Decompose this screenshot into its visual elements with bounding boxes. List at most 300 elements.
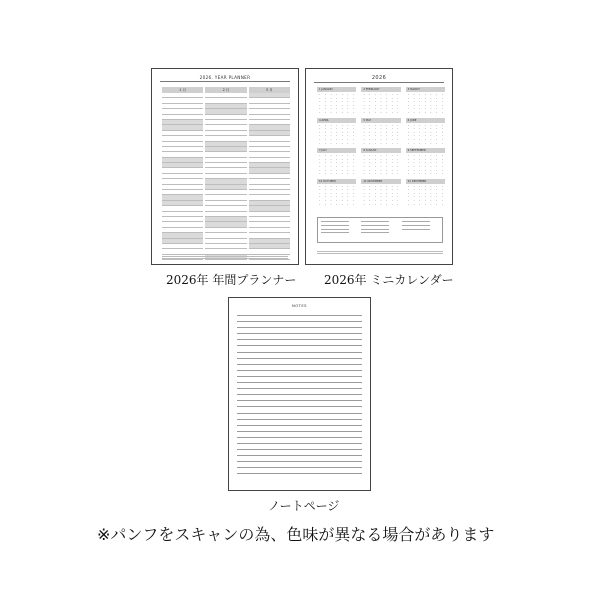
day-cell: ·: [380, 93, 382, 96]
day-cell: ·: [324, 103, 326, 107]
day-cell: ·: [353, 130, 354, 134]
day-cell: ·: [436, 184, 437, 188]
day-cell: ·: [374, 141, 376, 145]
day-cell: ·: [330, 134, 332, 138]
day-cell: ·: [386, 137, 388, 141]
ruled-line: [237, 473, 362, 474]
day-cell: ·: [397, 157, 399, 161]
day-cell: ·: [436, 154, 437, 158]
day-cell: ·: [374, 172, 376, 176]
day-cell: ·: [363, 184, 365, 188]
day-cell: ·: [319, 123, 321, 127]
day-cell: ·: [424, 130, 426, 134]
day-cell: ·: [386, 127, 388, 131]
day-cell: ·: [363, 164, 365, 168]
day-cell: ·: [324, 141, 326, 145]
day-cell: ·: [430, 134, 432, 138]
day-cell: ·: [436, 137, 437, 141]
day-cell: ·: [430, 141, 432, 145]
day-cell: ·: [441, 168, 443, 172]
day-cell: ·: [397, 195, 399, 199]
day-cell: ·: [336, 195, 338, 199]
month-block: [361, 179, 400, 207]
day-cell: ·: [386, 103, 388, 107]
day-cell: ·: [353, 161, 354, 165]
day-cell: ·: [330, 172, 332, 176]
day-cell: ·: [380, 107, 382, 111]
day-cell: ·: [363, 127, 365, 131]
day-cell: ·: [363, 107, 365, 111]
day-cell: ·: [363, 188, 365, 192]
month-block: [406, 118, 445, 146]
day-cell: ·: [419, 137, 421, 141]
day-cell: ·: [391, 172, 393, 176]
day-cell: ·: [347, 141, 349, 145]
day-cell: ·: [413, 184, 415, 188]
day-cell: ·: [374, 191, 376, 195]
day-cell: ·: [424, 154, 426, 158]
day-cell: ·: [386, 100, 388, 104]
day-cell: ·: [347, 123, 349, 127]
day-cell: ·: [369, 100, 371, 104]
day-cell: ·: [419, 107, 421, 111]
day-cell: ·: [330, 107, 332, 111]
day-cell: ·: [430, 202, 432, 206]
day-cell: ·: [347, 188, 349, 192]
day-cell: ·: [413, 188, 415, 192]
day-cell: ·: [324, 184, 326, 188]
day-cell: ·: [324, 199, 326, 203]
day-cell: ·: [374, 199, 376, 203]
day-cell: ·: [436, 127, 437, 131]
day-cell: ·: [324, 123, 326, 127]
day-cell: ·: [441, 141, 443, 145]
day-cell: ·: [436, 195, 437, 199]
day-cell: ·: [319, 96, 321, 100]
day-cell: ·: [397, 161, 399, 165]
month-block: [406, 179, 445, 207]
day-cell: ·: [441, 134, 443, 138]
ruled-line: [237, 455, 362, 456]
day-cell: ·: [363, 103, 365, 107]
day-cell: ·: [353, 134, 354, 138]
day-cell: ·: [353, 154, 354, 158]
day-cell: ·: [336, 141, 338, 145]
day-cell: ·: [353, 96, 354, 100]
day-cell: ·: [391, 134, 393, 138]
day-cell: ·: [408, 188, 409, 192]
day-cell: ·: [408, 137, 409, 141]
day-cell: ·: [324, 172, 326, 176]
day-cell: ·: [397, 100, 399, 104]
ruled-line: [237, 321, 362, 322]
day-cell: ·: [319, 191, 321, 195]
day-cell: ·: [424, 202, 426, 206]
day-cell: ·: [413, 130, 415, 134]
day-cell: ·: [341, 184, 343, 188]
day-cell: ·: [436, 141, 437, 145]
day-cell: ·: [386, 141, 388, 145]
day-cell: ·: [413, 93, 415, 96]
day-cell: ·: [341, 199, 343, 203]
day-cell: ·: [380, 191, 382, 195]
day-cell: ·: [374, 157, 376, 161]
day-cell: ·: [369, 202, 371, 206]
day-cell: ·: [386, 188, 388, 192]
day-cell: ·: [347, 164, 349, 168]
day-cell: ·: [419, 154, 421, 158]
day-cell: ·: [436, 110, 437, 114]
day-cell: ·: [363, 168, 365, 172]
day-cell: ·: [319, 172, 321, 176]
day-cell: ·: [369, 154, 371, 158]
day-cell: ·: [419, 100, 421, 104]
day-cell: ·: [336, 93, 338, 96]
day-cell: ·: [430, 93, 432, 96]
day-cell: ·: [419, 161, 421, 165]
day-cell: ·: [430, 161, 432, 165]
ruled-line: [237, 431, 362, 432]
day-cell: ·: [408, 130, 409, 134]
day-cell: ·: [424, 127, 426, 131]
ruled-line: [237, 327, 362, 328]
day-cell: ·: [424, 141, 426, 145]
day-grid: [406, 185, 445, 207]
planner-footnote: [162, 254, 288, 258]
day-cell: ·: [374, 188, 376, 192]
day-cell: ·: [353, 123, 354, 127]
day-cell: ·: [391, 141, 393, 145]
ruled-line: [237, 370, 362, 371]
month-block: [361, 148, 400, 176]
day-cell: ·: [353, 127, 354, 131]
year-planner-page: [151, 68, 299, 265]
day-grid: [317, 124, 356, 146]
day-cell: ·: [324, 191, 326, 195]
month-block: [317, 148, 356, 176]
day-cell: ·: [341, 130, 343, 134]
day-cell: ·: [336, 164, 338, 168]
day-cell: ·: [319, 157, 321, 161]
day-cell: ·: [397, 110, 399, 114]
day-cell: ·: [436, 100, 437, 104]
day-cell: ·: [330, 191, 332, 195]
month-label: 6 JUNE: [406, 118, 445, 123]
day-cell: ·: [374, 161, 376, 165]
day-cell: ·: [363, 154, 365, 158]
day-cell: ·: [336, 202, 338, 206]
day-cell: ·: [436, 130, 437, 134]
day-cell: ·: [408, 96, 409, 100]
day-cell: ·: [408, 168, 409, 172]
day-cell: ·: [353, 164, 354, 168]
day-cell: ·: [408, 199, 409, 203]
day-cell: ·: [413, 96, 415, 100]
ruled-line: [237, 413, 362, 414]
day-cell: ·: [419, 103, 421, 107]
day-cell: ·: [341, 141, 343, 145]
day-cell: ·: [408, 202, 409, 206]
day-cell: ·: [430, 110, 432, 114]
day-cell: ·: [380, 134, 382, 138]
day-cell: ·: [353, 100, 354, 104]
day-cell: ·: [397, 164, 399, 168]
day-cell: ·: [330, 168, 332, 172]
day-cell: ·: [391, 110, 393, 114]
day-cell: ·: [424, 191, 426, 195]
day-cell: ·: [319, 110, 321, 114]
day-cell: ·: [430, 188, 432, 192]
day-cell: ·: [341, 137, 343, 141]
month-label: 5 MAY: [361, 118, 400, 123]
day-cell: ·: [424, 123, 426, 127]
day-cell: ·: [330, 130, 332, 134]
day-cell: ·: [353, 157, 354, 161]
ruled-line: [237, 406, 362, 407]
day-cell: ·: [424, 103, 426, 107]
day-cell: ·: [341, 110, 343, 114]
day-cell: ·: [430, 168, 432, 172]
day-cell: ·: [330, 188, 332, 192]
day-cell: ·: [380, 100, 382, 104]
day-cell: ·: [430, 199, 432, 203]
month-label: 8 AUGUST: [361, 148, 400, 153]
day-cell: ·: [330, 184, 332, 188]
day-cell: ·: [386, 199, 388, 203]
day-cell: ·: [391, 191, 393, 195]
day-cell: ·: [413, 161, 415, 165]
day-cell: ·: [330, 164, 332, 168]
day-cell: ·: [441, 123, 443, 127]
day-cell: ·: [436, 93, 437, 96]
day-cell: ·: [369, 123, 371, 127]
day-cell: ·: [441, 130, 443, 134]
day-cell: ·: [413, 134, 415, 138]
day-cell: ·: [341, 195, 343, 199]
day-cell: ·: [408, 103, 409, 107]
day-cell: ·: [397, 199, 399, 203]
day-cell: ·: [380, 184, 382, 188]
day-cell: ·: [430, 127, 432, 131]
month-block: [317, 179, 356, 207]
day-cell: ·: [330, 103, 332, 107]
day-cell: ·: [369, 191, 371, 195]
day-cell: ·: [391, 199, 393, 203]
day-cell: ·: [353, 137, 354, 141]
day-cell: ·: [430, 172, 432, 176]
day-cell: ·: [441, 164, 443, 168]
day-cell: ·: [324, 107, 326, 111]
day-cell: ·: [374, 100, 376, 104]
day-cell: ·: [363, 191, 365, 195]
month-header: 1 月: [162, 87, 203, 93]
day-cell: ·: [324, 202, 326, 206]
day-cell: ·: [419, 202, 421, 206]
day-cell: ·: [369, 184, 371, 188]
day-cell: ·: [369, 107, 371, 111]
day-cell: ·: [380, 137, 382, 141]
day-cell: ·: [386, 172, 388, 176]
day-cell: ·: [341, 168, 343, 172]
day-cell: ·: [441, 107, 443, 111]
day-grid: [317, 93, 356, 115]
day-cell: ·: [336, 154, 338, 158]
day-cell: ·: [391, 154, 393, 158]
day-cell: ·: [363, 161, 365, 165]
day-cell: ·: [324, 161, 326, 165]
day-cell: ·: [319, 195, 321, 199]
day-cell: ·: [369, 103, 371, 107]
day-cell: ·: [413, 154, 415, 158]
day-cell: ·: [408, 110, 409, 114]
day-cell: ·: [419, 127, 421, 131]
day-cell: ·: [419, 123, 421, 127]
day-grid: [317, 154, 356, 176]
day-cell: ·: [319, 137, 321, 141]
day-cell: ·: [353, 199, 354, 203]
day-cell: ·: [436, 172, 437, 176]
day-cell: ·: [419, 130, 421, 134]
day-cell: ·: [353, 141, 354, 145]
day-cell: ·: [436, 202, 437, 206]
day-cell: ·: [413, 137, 415, 141]
day-cell: ·: [319, 168, 321, 172]
scan-disclaimer: ※パンフをスキャンの為、色味が異なる場合があります: [97, 525, 495, 544]
day-cell: ·: [374, 137, 376, 141]
day-cell: ·: [397, 191, 399, 195]
ruled-line: [237, 394, 362, 395]
day-cell: ·: [374, 168, 376, 172]
day-cell: ·: [336, 103, 338, 107]
day-cell: ·: [391, 103, 393, 107]
day-cell: ·: [430, 103, 432, 107]
day-cell: ·: [391, 188, 393, 192]
day-cell: ·: [386, 202, 388, 206]
day-grid: [406, 154, 445, 176]
day-cell: ·: [341, 100, 343, 104]
day-cell: ·: [397, 168, 399, 172]
day-cell: ·: [319, 184, 321, 188]
day-cell: ·: [380, 164, 382, 168]
day-cell: ·: [319, 161, 321, 165]
day-cell: ·: [347, 100, 349, 104]
day-cell: ·: [380, 188, 382, 192]
day-cell: ·: [397, 93, 399, 96]
day-cell: ·: [363, 202, 365, 206]
day-cell: ·: [363, 141, 365, 145]
day-cell: ·: [341, 127, 343, 131]
day-cell: ·: [363, 123, 365, 127]
ruled-line: [237, 358, 362, 359]
day-cell: ·: [341, 164, 343, 168]
day-cell: ·: [380, 157, 382, 161]
day-cell: ·: [363, 130, 365, 134]
ruled-line: [237, 425, 362, 426]
day-cell: ·: [430, 107, 432, 111]
day-cell: ·: [319, 141, 321, 145]
note-page-caption: ノートページ: [268, 499, 340, 513]
day-cell: ·: [353, 93, 354, 96]
day-cell: ·: [347, 199, 349, 203]
day-cell: ·: [341, 96, 343, 100]
day-cell: ·: [441, 100, 443, 104]
day-cell: ·: [397, 134, 399, 138]
day-cell: ·: [441, 184, 443, 188]
day-cell: ·: [336, 168, 338, 172]
day-cell: ·: [319, 107, 321, 111]
day-cell: ·: [374, 195, 376, 199]
day-cell: ·: [363, 157, 365, 161]
day-cell: ·: [397, 130, 399, 134]
day-grid: [361, 124, 400, 146]
notes-title: NOTES: [292, 303, 307, 308]
note-page: [228, 297, 371, 491]
day-cell: ·: [424, 168, 426, 172]
day-cell: ·: [369, 134, 371, 138]
day-cell: ·: [380, 96, 382, 100]
month-label: 9 SEPTEMBER: [406, 148, 445, 153]
day-cell: ·: [436, 134, 437, 138]
day-cell: ·: [441, 103, 443, 107]
day-cell: ·: [363, 172, 365, 176]
day-cell: ·: [374, 130, 376, 134]
day-cell: ·: [336, 130, 338, 134]
day-cell: ·: [353, 110, 354, 114]
day-cell: ·: [330, 154, 332, 158]
day-cell: ·: [336, 137, 338, 141]
day-cell: ·: [408, 93, 409, 96]
day-cell: ·: [424, 137, 426, 141]
day-cell: ·: [380, 130, 382, 134]
month-column: [205, 87, 246, 260]
day-cell: ·: [424, 184, 426, 188]
ruled-line: [237, 419, 362, 420]
day-cell: ·: [341, 107, 343, 111]
day-cell: ·: [413, 164, 415, 168]
day-cell: ·: [341, 103, 343, 107]
day-cell: ·: [419, 188, 421, 192]
day-cell: ·: [324, 110, 326, 114]
month-block: [361, 87, 400, 115]
day-cell: ·: [330, 195, 332, 199]
day-grid: [361, 185, 400, 207]
mini-calendar-caption: 2026年 ミニカレンダー: [324, 273, 454, 287]
day-cell: ·: [347, 161, 349, 165]
day-cell: ·: [341, 202, 343, 206]
day-cell: ·: [374, 154, 376, 158]
day-cell: ·: [330, 202, 332, 206]
day-cell: ·: [330, 161, 332, 165]
month-label: 11 NOVEMBER: [361, 179, 400, 184]
day-cell: ·: [413, 100, 415, 104]
day-cell: ·: [380, 127, 382, 131]
ruled-line: [237, 467, 362, 468]
day-cell: ·: [408, 134, 409, 138]
day-cell: ·: [324, 96, 326, 100]
day-cell: ·: [374, 127, 376, 131]
month-label: 2 FEBRUARY: [361, 87, 400, 92]
day-cell: ·: [430, 130, 432, 134]
day-cell: ·: [436, 103, 437, 107]
month-label: 10 OCTOBER: [317, 179, 356, 184]
day-cell: ·: [347, 134, 349, 138]
day-cell: ·: [430, 157, 432, 161]
day-cell: ·: [430, 100, 432, 104]
day-cell: ·: [408, 195, 409, 199]
day-cell: ·: [336, 188, 338, 192]
day-cell: ·: [324, 127, 326, 131]
day-cell: ·: [430, 154, 432, 158]
